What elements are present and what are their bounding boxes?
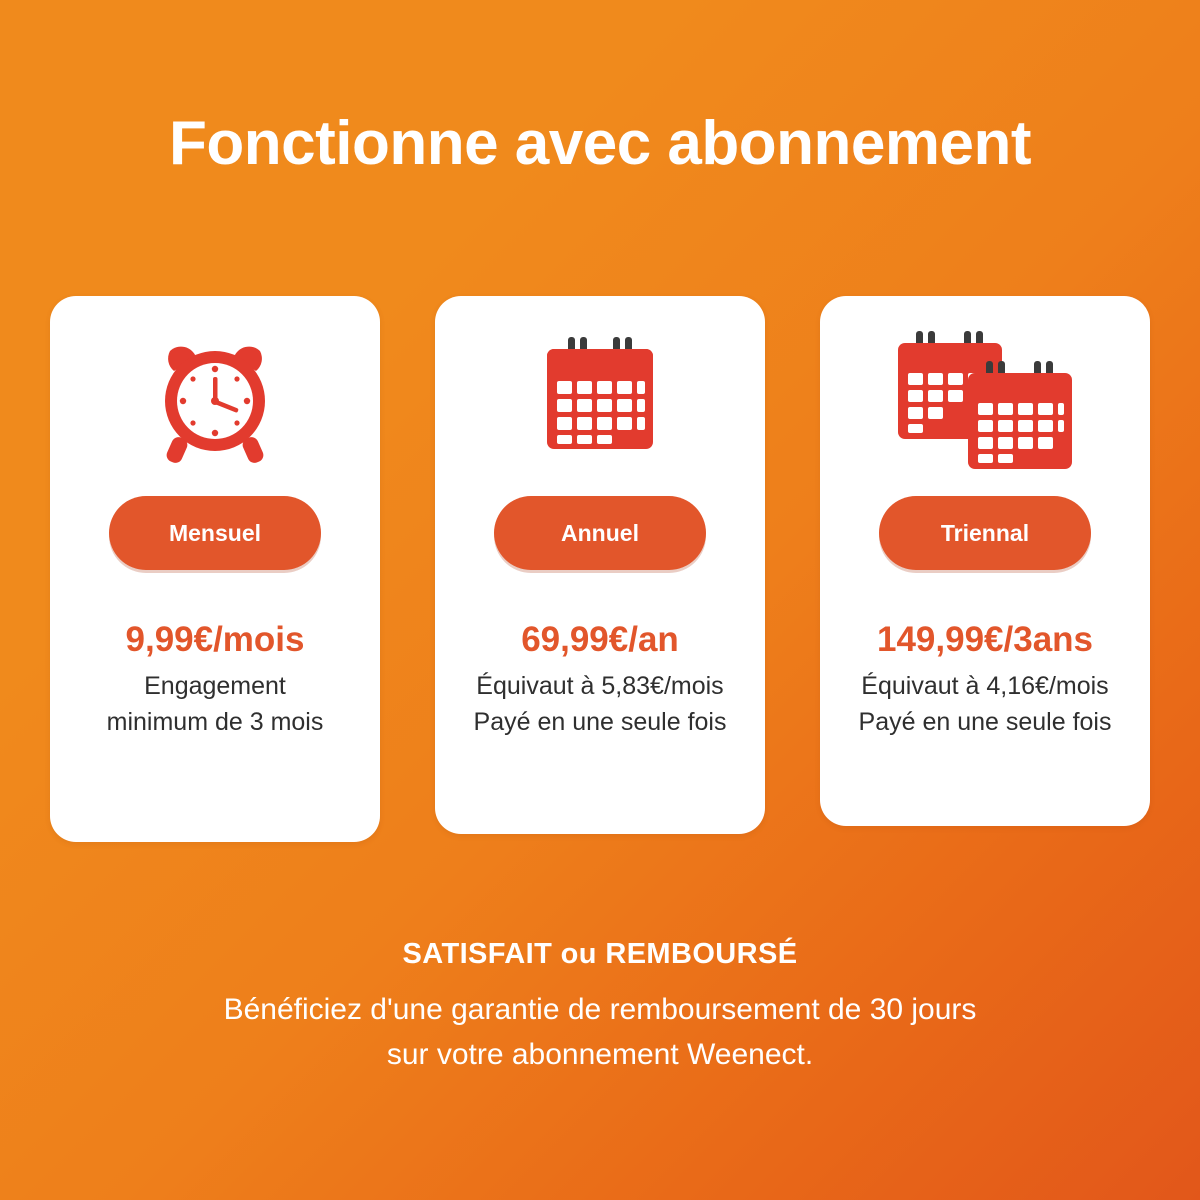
calendar-icon [449,296,751,496]
guarantee-line-1: Bénéficiez d'une garantie de remboursement de 30 jours [223,993,977,1026]
plan-badge-monthly[interactable]: Mensuel [109,496,321,570]
double-calendar-icon [834,296,1136,496]
page-title: Fonctionne avec abonnement [168,109,1032,178]
pricing-card-monthly[interactable] [50,296,380,842]
pricing-card-yearly[interactable] [435,296,765,834]
pricing-card-triennial[interactable] [820,296,1150,826]
plan-subtext-triennial-line2: Payé en une seule fois [858,708,1112,737]
plan-price-yearly: 69,99€/an [521,620,679,659]
guarantee-section [0,938,1200,1077]
guarantee-line-2: sur votre abonnement Weenect. [386,1038,814,1071]
plan-badge-yearly[interactable]: Annuel [494,496,706,570]
plan-subtext-yearly-line1: Équivaut à 5,83€/mois [476,672,724,700]
plan-price-monthly: 9,99€/mois [125,620,305,659]
guarantee-title: SATISFAIT ou REMBOURSÉ [402,938,798,970]
alarm-clock-icon [64,296,366,496]
plan-badge-triennial[interactable]: Triennal [879,496,1091,570]
plan-price-triennial: 149,99€/3ans [876,620,1093,659]
plan-subtext-monthly-line2: minimum de 3 mois [106,708,324,737]
plan-subtext-yearly-line2: Payé en une seule fois [473,708,727,737]
plan-subtext-triennial-line1: Équivaut à 4,16€/mois [861,672,1109,700]
plan-subtext-monthly-line1: Engagement [144,672,286,700]
pricing-cards [50,296,1150,842]
